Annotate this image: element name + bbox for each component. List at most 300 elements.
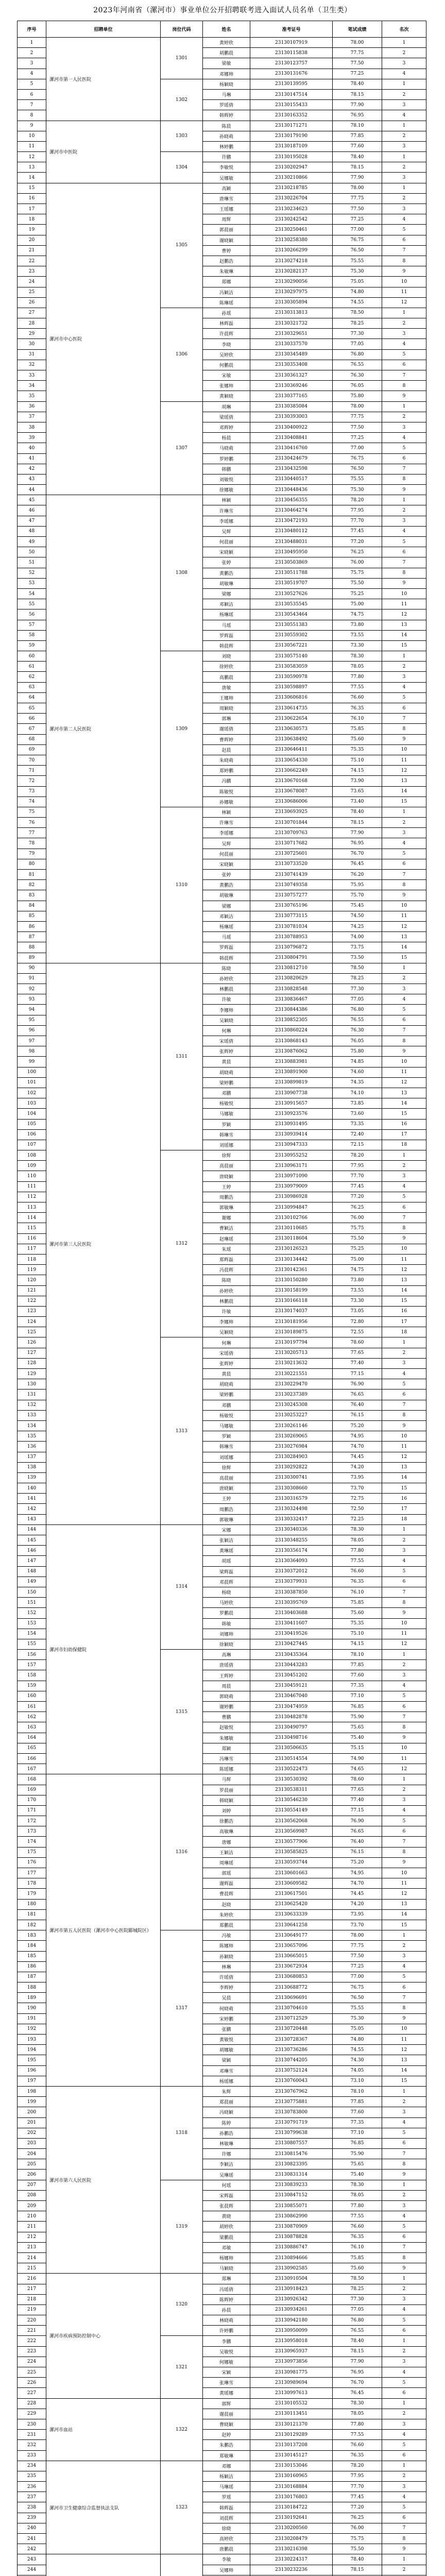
score: 75.55 xyxy=(333,2003,382,2013)
exam-number: 23130115838 xyxy=(250,48,333,58)
exam-number: 23130609582 xyxy=(250,1878,333,1889)
candidate-name: 吴娜敏 xyxy=(203,173,250,183)
row-index: 157 xyxy=(18,1660,46,1670)
candidate-name: 何琳 xyxy=(203,1025,250,1036)
score: 77.80 xyxy=(333,2201,382,2211)
candidate-name: 宋晓颖 xyxy=(203,859,250,869)
exam-number: 23130601663 xyxy=(250,1868,333,1878)
score: 72.55 xyxy=(333,1327,382,1337)
rank: 2 xyxy=(382,48,426,58)
row-index: 238 xyxy=(18,2502,46,2513)
row-index: 151 xyxy=(18,1598,46,1608)
row-index: 101 xyxy=(18,1077,46,1088)
exam-number: 23130242542 xyxy=(250,214,333,225)
candidate-name: 谢婷鹏 xyxy=(203,1702,250,1712)
rank: 9 xyxy=(382,391,426,401)
candidate-name: 张晨辉 xyxy=(203,2201,250,2211)
unit-cell: 漯河市卫生健康综合监督执法支队 xyxy=(46,2461,161,2554)
exam-number: 23130894666 xyxy=(250,2252,333,2263)
exam-number: 23130192641 xyxy=(250,2513,333,2523)
candidate-name: 黄琳瑶 xyxy=(203,1546,250,1556)
candidate-name: 陈瑶娜 xyxy=(203,1764,250,1774)
score: 74.45 xyxy=(333,1889,382,1899)
score: 76.10 xyxy=(333,1587,382,1597)
score: 73.65 xyxy=(333,786,382,796)
exam-number: 23130139595 xyxy=(250,79,333,89)
candidate-name: 林颖 xyxy=(203,807,250,817)
candidate-name: 罗辉磊 xyxy=(203,942,250,953)
candidate-name: 罗鹏晨 xyxy=(203,1608,250,1618)
exam-number: 23130657096 xyxy=(250,1941,333,1951)
candidate-name: 张辉婷 xyxy=(203,1358,250,1368)
exam-number: 23130752124 xyxy=(250,2065,333,2076)
candidate-name: 陈晓 xyxy=(203,963,250,973)
score: 77.60 xyxy=(333,2107,382,2117)
candidate-name: 马晓萌 xyxy=(203,443,250,453)
score: 76.15 xyxy=(333,1847,382,1857)
exam-number: 23130480112 xyxy=(250,526,333,536)
position-code-cell: 1306 xyxy=(161,308,203,401)
candidate-name: 马娜敏 xyxy=(203,1109,250,1119)
exam-number: 23130364093 xyxy=(250,1556,333,1566)
exam-number: 23130332417 xyxy=(250,1514,333,1524)
rank: 10 xyxy=(382,1057,426,1067)
row-index: 218 xyxy=(18,2294,46,2304)
header-exam-number: 准考证号 xyxy=(250,21,333,38)
row-index: 94 xyxy=(18,1005,46,1015)
row-index: 36 xyxy=(18,401,46,412)
row-index: 30 xyxy=(18,339,46,349)
rank: 4 xyxy=(382,1961,426,1972)
exam-number: 23130276984 xyxy=(250,1442,333,1452)
exam-number: 23130590978 xyxy=(250,672,333,682)
rank: 11 xyxy=(382,599,426,609)
rank: 3 xyxy=(382,2357,426,2367)
rank: 6 xyxy=(382,1702,426,1712)
row-index: 186 xyxy=(18,1961,46,1972)
score: 78.10 xyxy=(333,121,382,131)
candidate-name: 朱辉 xyxy=(203,2086,250,2096)
candidate-name: 周鹏浩 xyxy=(203,1192,250,1202)
rank: 6 xyxy=(382,2450,426,2461)
candidate-name: 唐敏 xyxy=(203,682,250,692)
rank: 3 xyxy=(382,1795,426,1805)
candidate-name: 张娜帅 xyxy=(203,381,250,391)
score: 78.40 xyxy=(333,2336,382,2346)
exam-number: 23130947333 xyxy=(250,1140,333,1150)
rank: 2 xyxy=(382,2346,426,2357)
rank: 4 xyxy=(382,2430,426,2440)
score: 75.05 xyxy=(333,2024,382,2034)
score: 78.40 xyxy=(333,79,382,89)
candidate-name: 朱晓萌 xyxy=(203,755,250,765)
candidate-name: 赵晓 xyxy=(203,1899,250,1909)
row-index: 88 xyxy=(18,942,46,953)
row-index: 18 xyxy=(18,214,46,225)
exam-number: 23130680853 xyxy=(250,1972,333,1982)
exam-number: 23130200560 xyxy=(250,2523,333,2533)
score: 76.25 xyxy=(333,547,382,557)
candidate-name: 邓娜 xyxy=(203,2461,250,2471)
candidate-name: 邓辉婷 xyxy=(203,422,250,432)
row-index: 125 xyxy=(18,1327,46,1337)
row-index: 105 xyxy=(18,1119,46,1129)
rank: 5 xyxy=(382,1005,426,1015)
score: 75.00 xyxy=(333,1254,382,1264)
score: 75.35 xyxy=(333,744,382,755)
row-index: 134 xyxy=(18,1420,46,1431)
rank: 9 xyxy=(382,2263,426,2274)
candidate-name: 李瑶娜 xyxy=(203,516,250,526)
exam-number: 23130543464 xyxy=(250,609,333,620)
score: 77.75 xyxy=(333,1941,382,1951)
score: 75.55 xyxy=(333,256,382,266)
candidate-name: 梁颖 xyxy=(203,2055,250,2065)
row-index: 136 xyxy=(18,1442,46,1452)
rank: 3 xyxy=(382,2294,426,2304)
candidate-name: 高婷欣 xyxy=(203,2534,250,2544)
rank: 4 xyxy=(382,69,426,79)
candidate-name: 黄婷欣 xyxy=(203,38,250,48)
score: 77.75 xyxy=(333,48,382,58)
score: 77.45 xyxy=(333,2492,382,2502)
row-index: 38 xyxy=(18,422,46,432)
exam-number: 23130638492 xyxy=(250,734,333,744)
score: 76.70 xyxy=(333,2378,382,2388)
exam-number: 23130482878 xyxy=(250,1712,333,1722)
rank: 11 xyxy=(382,1442,426,1452)
row-index: 89 xyxy=(18,953,46,963)
score: 78.25 xyxy=(333,973,382,984)
row-index: 164 xyxy=(18,1733,46,1743)
exam-number: 23130530392 xyxy=(250,1774,333,1785)
position-code-cell: 1321 xyxy=(161,2336,203,2398)
exam-number: 23130696691 xyxy=(250,1993,333,2003)
row-index: 209 xyxy=(18,2201,46,2211)
rank: 3 xyxy=(382,2482,426,2492)
score: 75.55 xyxy=(333,474,382,484)
score: 77.65 xyxy=(333,1785,382,1795)
rank: 1 xyxy=(382,2461,426,2471)
score: 78.60 xyxy=(333,1337,382,1348)
score: 78.20 xyxy=(333,2461,382,2471)
exam-number: 23130205713 xyxy=(250,1348,333,1358)
candidate-name: 马瑶 xyxy=(203,620,250,630)
score: 77.60 xyxy=(333,1670,382,1681)
exam-number: 23130174037 xyxy=(250,1306,333,1316)
score: 78.05 xyxy=(333,662,382,672)
rank: 2 xyxy=(382,412,426,422)
position-code-cell: 1323 xyxy=(161,2461,203,2554)
score: 77.35 xyxy=(333,1681,382,1691)
score: 74.20 xyxy=(333,1462,382,1472)
candidate-name: 韩辉婷 xyxy=(203,110,250,121)
row-index: 215 xyxy=(18,2263,46,2274)
row-index: 108 xyxy=(18,1150,46,1161)
row-index: 87 xyxy=(18,932,46,942)
candidate-name: 孙晨 xyxy=(203,2304,250,2315)
score: 74.65 xyxy=(333,1764,382,1774)
candidate-name: 周琳瑶 xyxy=(203,1857,250,1868)
row-index: 119 xyxy=(18,1265,46,1275)
rank: 6 xyxy=(382,2513,426,2523)
rank: 6 xyxy=(382,360,426,370)
score: 73.70 xyxy=(333,1920,382,1930)
exam-number: 23130498716 xyxy=(250,1733,333,1743)
candidate-name: 许瑶倩 xyxy=(203,1972,250,1982)
row-index: 180 xyxy=(18,1899,46,1909)
exam-number: 23130290056 xyxy=(250,277,333,287)
rank: 15 xyxy=(382,1296,426,1306)
exam-number: 23130432598 xyxy=(250,464,333,474)
score: 78.10 xyxy=(333,2086,382,2096)
score: 73.95 xyxy=(333,1472,382,1483)
rank: 10 xyxy=(382,277,426,287)
row-index: 131 xyxy=(18,1389,46,1400)
score: 75.50 xyxy=(333,1233,382,1244)
score: 76.25 xyxy=(333,1202,382,1213)
rank: 12 xyxy=(382,609,426,620)
candidate-name: 徐鹏浩 xyxy=(203,1816,250,1826)
rank: 11 xyxy=(382,911,426,921)
row-index: 229 xyxy=(18,2409,46,2419)
candidate-name: 高晨丽 xyxy=(203,1472,250,1483)
rank: 6 xyxy=(382,2388,426,2398)
score: 76.60 xyxy=(333,692,382,703)
candidate-name: 唐娜 xyxy=(203,1837,250,1847)
exam-number: 23130712529 xyxy=(250,2013,333,2024)
row-index: 192 xyxy=(18,2024,46,2034)
rank: 2 xyxy=(382,2565,426,2575)
row-index: 243 xyxy=(18,2554,46,2565)
exam-number: 23130823395 xyxy=(250,2159,333,2170)
candidate-name: 高琳 xyxy=(203,1650,250,1660)
score: 77.00 xyxy=(333,225,382,235)
rank: 2 xyxy=(382,193,426,204)
exam-number: 23130395769 xyxy=(250,1598,333,1608)
score: 75.65 xyxy=(333,1722,382,1733)
row-index: 193 xyxy=(18,2035,46,2045)
rank: 5 xyxy=(382,692,426,703)
score: 78.15 xyxy=(333,162,382,173)
rank: 7 xyxy=(382,870,426,880)
exam-number: 23130709763 xyxy=(250,828,333,838)
exam-number: 23130820629 xyxy=(250,973,333,984)
score: 77.95 xyxy=(333,1161,382,1171)
row-index: 54 xyxy=(18,588,46,599)
rank: 2 xyxy=(382,1941,426,1951)
row-index: 44 xyxy=(18,485,46,495)
row-index: 211 xyxy=(18,2222,46,2232)
score: 73.30 xyxy=(333,1296,382,1306)
candidate-name: 王瑶娜 xyxy=(203,204,250,214)
rank: 3 xyxy=(382,58,426,69)
header-position-code: 岗位代码 xyxy=(161,21,203,38)
score: 72.50 xyxy=(333,1504,382,1514)
row-index: 37 xyxy=(18,412,46,422)
row-index: 65 xyxy=(18,703,46,714)
score: 76.95 xyxy=(333,110,382,121)
row-index: 138 xyxy=(18,1462,46,1472)
rank: 12 xyxy=(382,297,426,308)
score: 76.65 xyxy=(333,1826,382,1837)
candidate-name: 张婷 xyxy=(203,557,250,568)
exam-number: 23130118604 xyxy=(250,1233,333,1244)
score: 74.45 xyxy=(333,1452,382,1462)
position-code-cell: 1319 xyxy=(161,2180,203,2274)
score: 76.10 xyxy=(333,714,382,724)
score: 78.50 xyxy=(333,963,382,973)
row-index: 72 xyxy=(18,776,46,786)
row-index: 206 xyxy=(18,2170,46,2180)
score: 77.25 xyxy=(333,69,382,79)
exam-number: 23130878828 xyxy=(250,2232,333,2242)
score: 74.30 xyxy=(333,2055,382,2065)
candidate-name: 高鹏晨 xyxy=(203,672,250,682)
score: 75.15 xyxy=(333,1743,382,1753)
exam-number: 23130129289 xyxy=(250,2430,333,2440)
exam-number: 23130836467 xyxy=(250,994,333,1005)
score: 75.30 xyxy=(333,266,382,277)
score: 73.30 xyxy=(333,640,382,651)
rank: 5 xyxy=(382,849,426,859)
candidate-name: 罗颖 xyxy=(203,1431,250,1442)
rank: 7 xyxy=(382,2523,426,2533)
exam-number: 23130400922 xyxy=(250,422,333,432)
candidate-name: 胡婷欣 xyxy=(203,2222,250,2232)
row-index: 169 xyxy=(18,1785,46,1795)
exam-number: 23130313813 xyxy=(250,308,333,318)
score: 75.75 xyxy=(333,2534,382,2544)
row-index: 160 xyxy=(18,1691,46,1701)
rank: 4 xyxy=(382,2117,426,2128)
rank: 13 xyxy=(382,932,426,942)
score: 77.90 xyxy=(333,100,382,110)
candidate-name: 张琳雪 xyxy=(203,2378,250,2388)
score: 77.00 xyxy=(333,1972,382,1982)
candidate-name: 许晨辉 xyxy=(203,329,250,339)
table-body xyxy=(18,38,426,2576)
rank: 5 xyxy=(382,1691,426,1701)
rank: 17 xyxy=(382,1317,426,1327)
exam-number: 23130670168 xyxy=(250,776,333,786)
exam-number: 23130622654 xyxy=(250,714,333,724)
row-index: 126 xyxy=(18,1337,46,1348)
candidate-name: 陈敏悦 xyxy=(203,786,250,796)
exam-number: 23130741439 xyxy=(250,870,333,880)
exam-number: 23130950099 xyxy=(250,2326,333,2336)
exam-number: 23130451202 xyxy=(250,1670,333,1681)
candidate-name: 何瑶 xyxy=(203,2180,250,2190)
row-index: 13 xyxy=(18,162,46,173)
rank: 2 xyxy=(382,1535,426,1546)
rank: 5 xyxy=(382,2502,426,2513)
exam-number: 23130868143 xyxy=(250,1036,333,1046)
unit-cell: 漯河市第一人民医院 xyxy=(46,38,161,121)
candidate-name: 罗瑶 xyxy=(203,2492,250,2502)
score: 75.10 xyxy=(333,1629,382,1639)
score: 72.15 xyxy=(333,1140,382,1150)
unit-cell: 漯河市第二人民医院 xyxy=(46,495,161,963)
row-index: 91 xyxy=(18,973,46,984)
row-index: 181 xyxy=(18,1909,46,1920)
candidate-name: 许敏 xyxy=(203,994,250,1005)
exam-number: 23130321732 xyxy=(250,318,333,329)
row-index: 239 xyxy=(18,2513,46,2523)
score: 75.30 xyxy=(333,2013,382,2024)
rank: 3 xyxy=(382,1358,426,1368)
candidate-name: 郑晨丽 xyxy=(203,2097,250,2107)
score: 76.35 xyxy=(333,703,382,714)
exam-number: 23130617501 xyxy=(250,1889,333,1899)
exam-number: 23130210866 xyxy=(250,173,333,183)
rank: 15 xyxy=(382,640,426,651)
table-row xyxy=(18,121,426,131)
score: 73.40 xyxy=(333,796,382,807)
score: 77.30 xyxy=(333,329,382,339)
candidate-name: 刘瑶娜 xyxy=(203,1140,250,1150)
rank: 7 xyxy=(382,1213,426,1223)
row-index: 3 xyxy=(18,58,46,69)
row-index: 111 xyxy=(18,1181,46,1192)
candidate-name: 马婷欣 xyxy=(203,1598,250,1608)
row-index: 140 xyxy=(18,1483,46,1494)
rank: 1 xyxy=(382,2336,426,2346)
score: 72.80 xyxy=(333,1317,382,1327)
table-row xyxy=(18,2554,426,2565)
row-index: 56 xyxy=(18,609,46,620)
rank: 1 xyxy=(382,1930,426,1941)
row-index: 166 xyxy=(18,1753,46,1764)
score: 76.90 xyxy=(333,1816,382,1826)
candidate-name: 宋婷鹏 xyxy=(203,2013,250,2024)
row-index: 196 xyxy=(18,2065,46,2076)
rank: 3 xyxy=(382,828,426,838)
candidate-name: 唐鹏晨 xyxy=(203,2544,250,2554)
rank: 3 xyxy=(382,100,426,110)
row-index: 172 xyxy=(18,1816,46,1826)
row-index: 12 xyxy=(18,152,46,162)
exam-number: 23130979009 xyxy=(250,1181,333,1192)
candidate-name: 何琳 xyxy=(203,1337,250,1348)
exam-number: 23130654330 xyxy=(250,755,333,765)
candidate-name: 郑敏琳 xyxy=(203,2450,250,2461)
candidate-name: 周晨 xyxy=(203,1681,250,1691)
exam-number: 23130955252 xyxy=(250,1150,333,1161)
row-index: 47 xyxy=(18,516,46,526)
exam-number: 23130166118 xyxy=(250,1296,333,1306)
exam-number: 23130467040 xyxy=(250,1691,333,1701)
rank: 16 xyxy=(382,1494,426,1504)
exam-number: 23130305894 xyxy=(250,297,333,308)
candidate-name: 郑娜 xyxy=(203,277,250,287)
row-index: 182 xyxy=(18,1920,46,1930)
score: 74.95 xyxy=(333,1868,382,1878)
score: 77.30 xyxy=(333,2294,382,2304)
exam-number: 23130862990 xyxy=(250,2211,333,2222)
candidate-name: 杨娜帅 xyxy=(203,2252,250,2263)
rank: 3 xyxy=(382,173,426,183)
row-index: 35 xyxy=(18,391,46,401)
rank: 7 xyxy=(382,464,426,474)
score: 76.95 xyxy=(333,838,382,849)
row-index: 52 xyxy=(18,568,46,578)
exam-number: 23130804791 xyxy=(250,953,333,963)
candidate-name: 冯琳雪 xyxy=(203,1753,250,1764)
rank: 12 xyxy=(382,1639,426,1649)
row-index: 24 xyxy=(18,277,46,287)
candidate-name: 邓颖洁 xyxy=(203,599,250,609)
